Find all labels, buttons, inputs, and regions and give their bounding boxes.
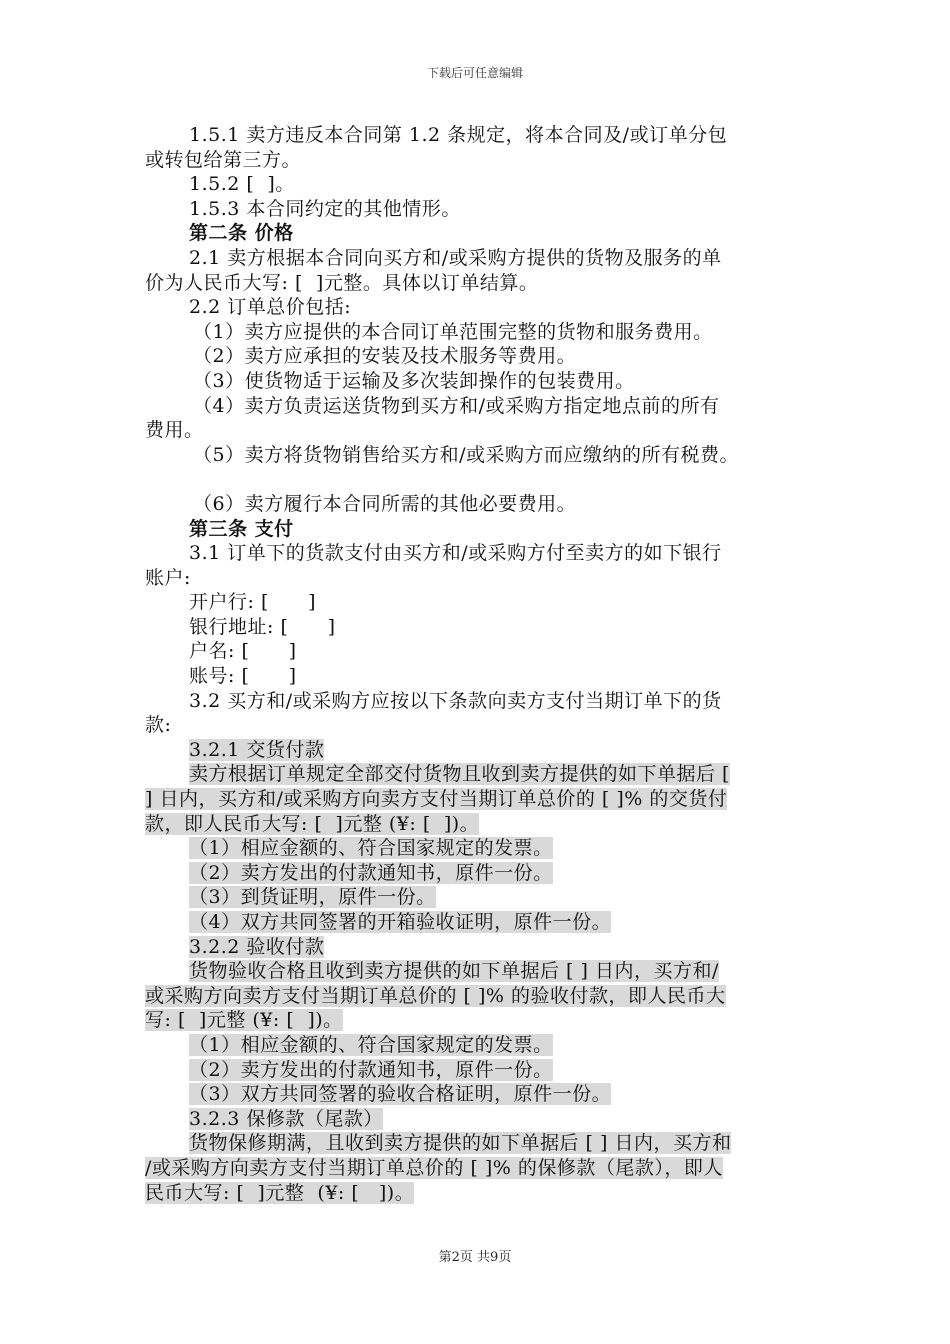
- clause-2-1: 2.1 卖方根据本合同向买方和/或采购方提供的货物及服务的单: [189, 246, 722, 269]
- clause-3-1: 3.1 订单下的货款支付由买方和/或采购方付至卖方的如下银行: [189, 542, 722, 565]
- contract-body: [145, 123, 810, 1205]
- clause-3-2-2-title: 3.2.2 验收付款: [189, 935, 325, 958]
- clause-1-5-1: 1.5.1 卖方违反本合同第 1.2 条规定，将本合同及/或订单分包: [189, 124, 728, 146]
- price-item-4: （4）卖方负责运送货物到买方和/或采购方指定地点前的所有: [193, 394, 720, 417]
- acceptance-doc-3: （3）双方共同签署的验收合格证明，原件一份。: [189, 1083, 612, 1106]
- clause-3-2-1-title: 3.2.1 交货付款: [189, 738, 325, 761]
- delivery-doc-4: （4）双方共同签署的开箱验收证明，原件一份。: [189, 911, 612, 933]
- clause-1-5-1-cont: 或转包给第三方。: [145, 148, 302, 171]
- delivery-doc-2: （2）卖方发出的付款通知书，原件一份。: [189, 861, 553, 884]
- acceptance-payment-amount: 写: [ ]元整 (¥: [ ])。: [145, 1009, 343, 1032]
- price-item-1: （1）卖方应提供的本合同订单范围完整的货物和服务费用。: [193, 320, 713, 343]
- article-2-heading: 第二条 价格: [189, 222, 294, 245]
- clause-2-1-cont: 价为人民币大写: [ ]元整。具体以订单结算。: [145, 271, 539, 294]
- clause-3-2: 3.2 买方和/或采购方应按以下条款向卖方支付当期订单下的货: [189, 689, 722, 712]
- page-header: 下载后可任意编辑: [426, 66, 523, 80]
- warranty-payment-amount: 民币大写: [ ]元整 (¥: [ ])。: [145, 1181, 415, 1204]
- account-name-field: 户名: [ ]: [189, 640, 297, 663]
- delivery-doc-1: （1）相应金额的、符合国家规定的发票。: [189, 837, 553, 860]
- acceptance-payment-text: 货物验收合格且收到卖方提供的如下单据后 [ ] 日内，买方和/: [189, 960, 719, 983]
- clause-3-2-cont: 款:: [145, 714, 172, 737]
- price-item-4-cont: 费用。: [145, 419, 204, 442]
- delivery-payment-text-cont: ] 日内，买方和/或采购方向卖方支付当期订单总价的 [ ]% 的交货付: [145, 788, 728, 811]
- clause-3-2-3-title: 3.2.3 保修款（尾款）: [189, 1107, 383, 1130]
- price-item-6: （6）卖方履行本合同所需的其他必要费用。: [193, 492, 577, 515]
- clause-2-2: 2.2 订单总价包括:: [189, 296, 352, 319]
- clause-1-5-3: 1.5.3 本合同约定的其他情形。: [189, 197, 461, 220]
- price-item-5: （5）卖方将货物销售给买方和/或采购方而应缴纳的所有税费。: [193, 443, 739, 466]
- clause-1-5-2: 1.5.2 [ ]。: [189, 173, 295, 196]
- article-3-heading: 第三条 支付: [189, 517, 294, 540]
- blank-line: [145, 467, 810, 492]
- bank-name-field: 开户行: [ ]: [189, 591, 317, 614]
- account-number-field: 账号: [ ]: [189, 665, 297, 688]
- page-footer: 第2页 共9页: [438, 1250, 512, 1265]
- warranty-payment-text-cont: /或采购方向卖方支付当期订单总价的 [ ]% 的保修款（尾款），即人: [145, 1156, 723, 1179]
- acceptance-doc-1: （1）相应金额的、符合国家规定的发票。: [189, 1033, 553, 1056]
- clause-3-1-cont: 账户:: [145, 566, 191, 589]
- delivery-payment-amount: 款，即人民币大写: [ ]元整 (¥: [ ])。: [145, 812, 480, 835]
- price-item-3: （3）使货物适于运输及多次装卸操作的包装费用。: [193, 369, 635, 392]
- delivery-payment-text: 卖方根据订单规定全部交付货物且收到卖方提供的如下单据后 [: [189, 763, 730, 786]
- acceptance-payment-text-cont: 或采购方向卖方支付当期订单总价的 [ ]% 的验收付款，即人民币大: [145, 984, 726, 1007]
- acceptance-doc-2: （2）卖方发出的付款通知书，原件一份。: [189, 1058, 553, 1081]
- warranty-payment-text: 货物保修期满，且收到卖方提供的如下单据后 [ ] 日内，买方和: [189, 1132, 732, 1155]
- bank-address-field: 银行地址: [ ]: [189, 615, 336, 638]
- price-item-2: （2）卖方应承担的安装及技术服务等费用。: [193, 345, 577, 368]
- delivery-doc-3: （3）到货证明，原件一份。: [189, 886, 436, 909]
